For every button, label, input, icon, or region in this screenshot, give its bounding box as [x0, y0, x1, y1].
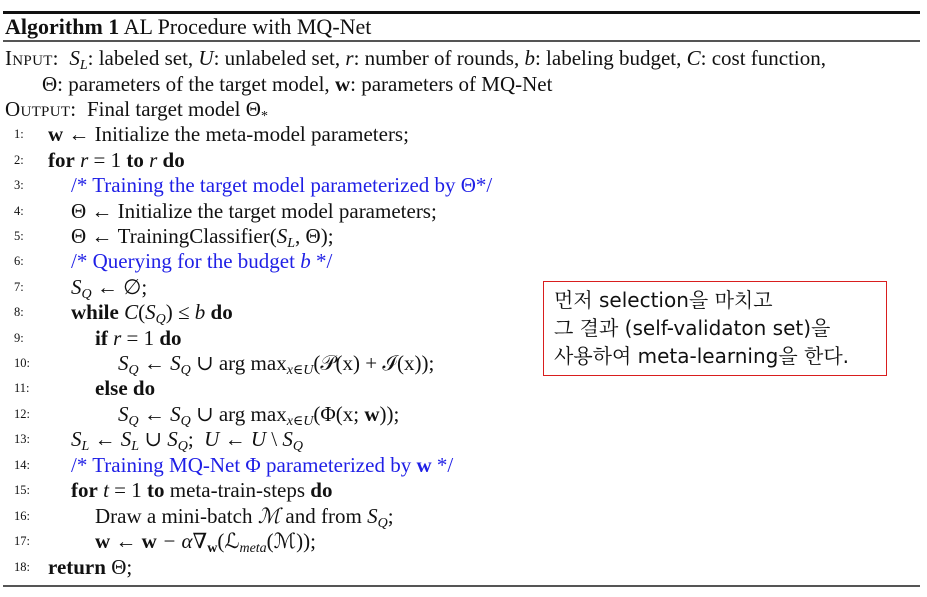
math-token: 18:	[14, 560, 30, 574]
math-token: Q	[128, 363, 139, 378]
math-token: ←	[86, 224, 118, 248]
math-token: Final target model	[86, 97, 246, 121]
math-token: ←	[138, 402, 171, 426]
math-token: TrainingClassifier(	[117, 224, 277, 248]
math-token: 14:	[14, 458, 30, 472]
math-token: arg max	[218, 402, 287, 426]
math-token: S	[118, 351, 129, 375]
math-token: Q	[180, 414, 191, 429]
annotation-line-2: 그 결과 (self-validaton set)을	[554, 316, 831, 340]
math-token: Q	[155, 312, 166, 327]
input-label: Input:	[5, 46, 59, 70]
math-token: ∅;	[123, 275, 148, 299]
comment: /* Training the target model parameterized by Θ*/	[71, 173, 493, 197]
math-token: */	[310, 249, 333, 273]
annotation-line-1: 먼저 selection을 마치고	[554, 288, 773, 312]
math-token: *	[260, 109, 268, 124]
math-token: while	[71, 300, 119, 324]
math-token: b	[300, 249, 311, 273]
math-token: Q	[128, 414, 139, 429]
math-token: S	[71, 427, 82, 451]
math-token: = 1	[88, 148, 127, 172]
math-token: w	[48, 122, 64, 146]
math-token: ℳ	[257, 504, 281, 528]
math-token: b	[524, 46, 535, 70]
math-token: 2:	[14, 153, 24, 167]
math-token: Θ	[42, 72, 58, 96]
math-token: w	[207, 541, 218, 556]
math-token: (𝒫(x) + ℐ(x));	[313, 351, 435, 375]
math-token: return	[48, 555, 106, 579]
math-token: arg max	[218, 351, 287, 375]
math-token: for	[71, 478, 98, 502]
math-token: 3:	[14, 178, 24, 192]
math-token: x∈U	[286, 363, 314, 378]
math-token: to	[126, 148, 144, 172]
math-token: Q	[177, 439, 188, 454]
math-token: meta	[239, 541, 267, 556]
math-token: b	[194, 300, 206, 324]
math-token: do	[159, 326, 182, 350]
math-token: Draw a mini-batch	[95, 504, 258, 528]
math-token: ←	[89, 427, 121, 451]
math-token: (Φ(x;	[313, 402, 365, 426]
comment	[71, 452, 453, 478]
math-token: : parameters of MQ-Net	[350, 72, 553, 96]
math-token: L	[79, 58, 88, 73]
math-token: r	[345, 46, 354, 70]
math-token: S	[170, 402, 181, 426]
math-token: S	[276, 224, 288, 248]
math-token: Q	[377, 516, 388, 531]
math-token: S	[170, 351, 181, 375]
math-token: r	[80, 148, 89, 172]
math-token: ←	[63, 122, 95, 146]
math-token: S	[282, 427, 293, 451]
math-token: 12:	[14, 407, 30, 421]
math-token: meta-train-steps	[164, 478, 311, 502]
math-token: r	[113, 326, 122, 350]
math-token: Initialize the meta-model parameters;	[94, 122, 409, 146]
math-token: S	[69, 46, 80, 70]
math-token: 5:	[14, 229, 24, 243]
math-token: ∪	[190, 402, 219, 426]
math-token: t	[103, 478, 109, 502]
annotation-line-3: 사용하여 meta-learning을 한다.	[554, 344, 850, 368]
math-token: L	[81, 439, 90, 454]
math-token: */	[431, 453, 454, 477]
math-token: L	[287, 236, 296, 251]
math-token: ≤	[172, 300, 195, 324]
math-token: w	[364, 402, 380, 426]
math-token: C	[686, 46, 701, 70]
math-token: Θ	[71, 199, 87, 223]
math-token: 11:	[14, 381, 30, 395]
math-token: 16:	[14, 509, 30, 523]
math-token: U	[204, 427, 220, 451]
math-token: do	[162, 148, 185, 172]
math-token: Θ	[245, 97, 261, 121]
math-token: S	[71, 275, 82, 299]
math-token: : labeled set,	[87, 46, 199, 70]
math-token: Q	[180, 363, 191, 378]
math-token: w	[95, 529, 111, 553]
math-token: S	[167, 427, 178, 451]
caption-rule	[3, 40, 920, 42]
math-token: S	[120, 427, 132, 451]
math-token: 4:	[14, 204, 24, 218]
math-token: ∪	[139, 427, 168, 451]
math-token: 13:	[14, 432, 30, 446]
math-token: 7:	[14, 280, 24, 294]
math-token: 17:	[14, 534, 30, 548]
math-token: 9:	[14, 331, 24, 345]
math-token: (ℳ));	[266, 529, 316, 553]
math-token: 15:	[14, 483, 30, 497]
math-token: : number of rounds,	[353, 46, 525, 70]
math-token: 6:	[14, 254, 24, 268]
math-token: r	[149, 148, 158, 172]
math-token: : parameters of the target model,	[57, 72, 335, 96]
math-token: ←	[219, 427, 251, 451]
math-token: − α∇	[156, 529, 208, 553]
comment	[71, 248, 332, 274]
math-token: L	[131, 439, 140, 454]
math-token: \	[266, 427, 283, 451]
math-token: S	[118, 402, 129, 426]
math-token: to	[147, 478, 165, 502]
math-token: /* Querying for the budget	[71, 249, 301, 273]
math-token: C	[124, 300, 139, 324]
math-token: x∈U	[286, 414, 314, 429]
math-token: ←	[86, 199, 118, 223]
math-token: do	[132, 376, 156, 400]
math-token: w	[416, 453, 432, 477]
math-token: (	[138, 300, 146, 324]
math-token: ∪	[190, 351, 219, 375]
math-token: w	[141, 529, 157, 553]
math-token: Θ;	[105, 555, 133, 579]
math-token: : unlabeled set,	[213, 46, 346, 70]
math-token: ));	[379, 402, 400, 426]
math-token: ;	[387, 504, 394, 528]
math-token: Θ	[71, 224, 87, 248]
math-token: ←	[110, 529, 142, 553]
math-token: Q	[81, 287, 92, 302]
math-token: S	[145, 300, 156, 324]
math-token: and from	[280, 504, 368, 528]
math-token: : labeling budget,	[534, 46, 687, 70]
math-token: 1:	[14, 127, 24, 141]
math-token: U	[198, 46, 214, 70]
math-token: else	[95, 376, 128, 400]
math-token: ←	[138, 351, 171, 375]
algorithm-caption	[5, 13, 371, 40]
algorithm-label: Algorithm 1	[5, 14, 120, 39]
math-token: U	[250, 427, 267, 451]
math-token: )	[165, 300, 173, 324]
algorithm-title: AL Procedure with MQ-Net	[123, 14, 372, 39]
math-token: 10:	[14, 356, 30, 370]
math-token: Q	[292, 439, 303, 454]
bottom-rule	[3, 585, 920, 587]
math-token: w	[334, 72, 351, 96]
math-token: if	[95, 326, 108, 350]
math-token: ;	[187, 427, 194, 451]
math-token: do	[310, 478, 333, 502]
math-token: ←	[91, 275, 124, 299]
math-token: Initialize the target model parameters;	[117, 199, 437, 223]
math-token: /* Training MQ-Net Φ parameterized by	[71, 453, 417, 477]
math-token: : cost function,	[700, 46, 827, 70]
math-token: 8:	[14, 305, 24, 319]
math-token: = 1	[108, 478, 148, 502]
math-token: for	[48, 148, 75, 172]
math-token: (ℒ	[217, 529, 240, 553]
math-token: , Θ);	[295, 224, 334, 248]
output-label: Output:	[5, 97, 77, 121]
math-token: do	[210, 300, 233, 324]
math-token: S	[367, 504, 378, 528]
annotation-box	[543, 281, 887, 376]
math-token: = 1	[121, 326, 160, 350]
